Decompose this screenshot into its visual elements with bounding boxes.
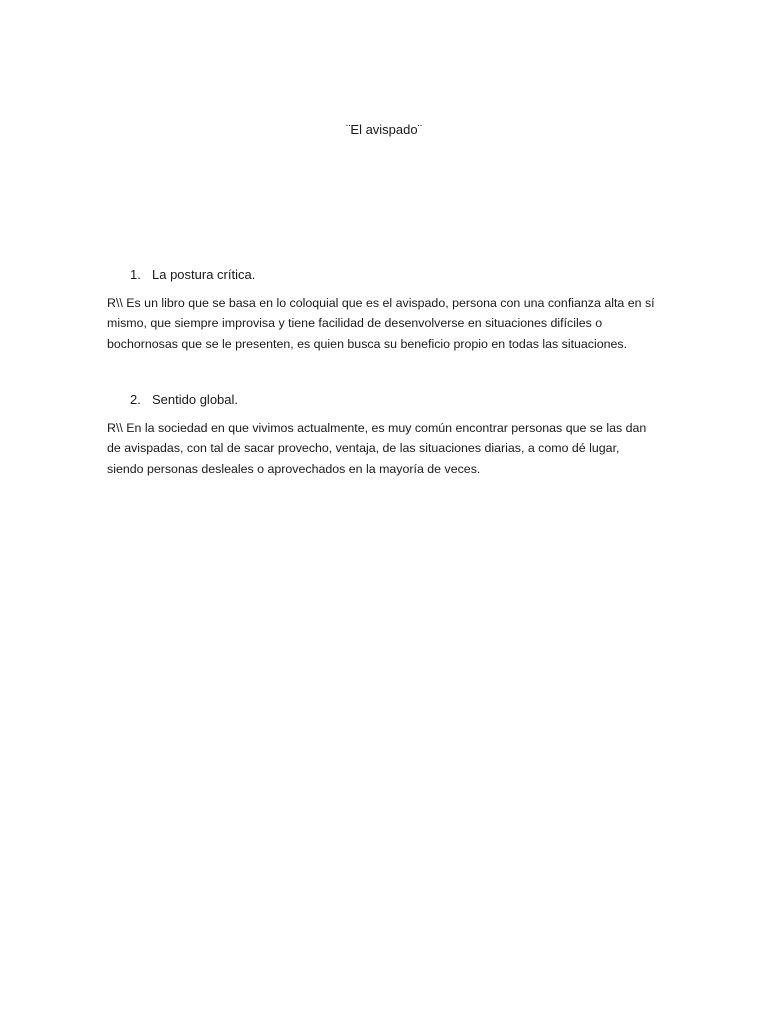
section-heading: La postura crítica. [152,267,256,282]
list-number: 1. [130,267,141,282]
answer-line: bochornosas que se le presenten, es quien busca su beneficio propio en todas las situaciones. [107,336,628,351]
section-postura-critica [107,266,667,354]
answer-line: siendo personas desleales o aprovechados en la mayoría de veces. [107,461,481,476]
answer-line: mismo, que siempre improvisa y tiene facilidad de desenvolverse en situaciones difíciles o [107,316,603,331]
document-title: ¨El avispado¨ [346,122,422,137]
answer-line: R\\ En la sociedad en que vivimos actualmente, es muy común encontrar personas que se las dan [107,421,647,435]
answer-paragraph [107,418,667,479]
list-item-heading [130,266,667,283]
list-item-heading [130,391,667,408]
section-sentido-global [107,391,667,479]
list-number: 2. [130,392,141,407]
answer-line: de avispadas, con tal de sacar provecho, ventaja, de las situaciones diarias, a como dé lugar, [107,441,620,456]
section-heading: Sentido global. [152,392,239,407]
answer-paragraph [107,293,667,354]
answer-line: R\\ Es un libro que se basa en lo coloquial que es el avispado, persona con una confianza alta en sí [107,296,655,310]
